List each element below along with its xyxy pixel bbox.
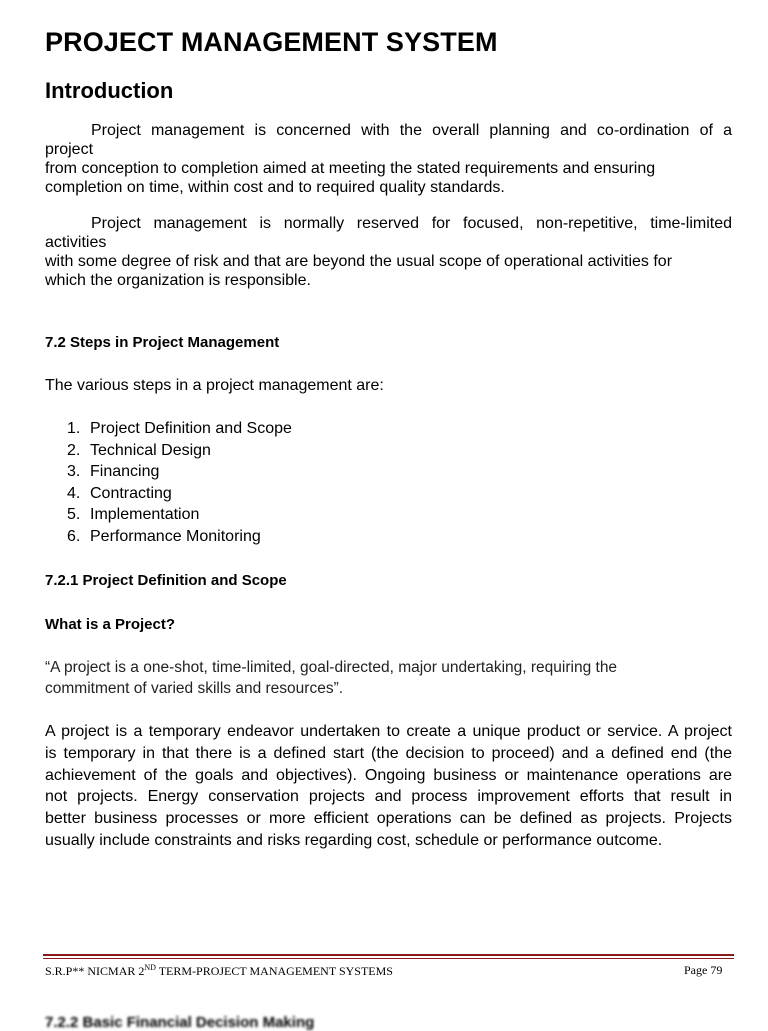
footer-rule-thin [43, 958, 734, 959]
paragraph-line: A project is a temporary endeavor undertaken to create a unique product or service. A project [45, 723, 732, 740]
paragraph-line: project [45, 141, 94, 158]
paragraph-line: which the organization is responsible. [45, 272, 311, 289]
paragraph-line: not projects. Energy conservation projects and process improvement efforts that result in [45, 788, 732, 806]
paragraph-line: achievement of the goals and objectives). Ongoing business or maintenance operations are [45, 766, 732, 784]
paragraph-line: activities [45, 234, 107, 251]
list-item [67, 440, 292, 462]
project-definition-paragraph [45, 721, 732, 852]
project-quote [45, 657, 617, 699]
list-number: 6. [67, 527, 81, 545]
intro-paragraph-2 [45, 214, 732, 290]
next-page-heading-cutoff: 7.2.2 Basic Financial Decision Making [45, 1014, 315, 1031]
list-item-label: Implementation [90, 506, 200, 524]
list-number: 3. [67, 463, 81, 481]
paragraph-line: with some degree of risk and that are beyond the usual scope of operational activities for [45, 253, 673, 270]
list-item [67, 504, 292, 526]
footer-suffix: TERM-PROJECT MANAGEMENT SYSTEMS [155, 964, 393, 978]
footer-rule-thick [43, 954, 734, 956]
footer-superscript: ND [144, 963, 156, 972]
paragraph-line: Project management is normally reserved for focused, non-repetitive, time-limited [91, 215, 732, 232]
paragraph-line: completion on time, within cost and to required quality standards. [45, 179, 505, 196]
list-item-label: Contracting [90, 484, 172, 502]
section-heading-introduction: Introduction [45, 78, 174, 103]
intro-paragraph-1 [45, 121, 732, 197]
paragraph-line: usually include constraints and risks regarding cost, schedule or performance outcome. [45, 831, 663, 849]
list-item [67, 418, 292, 440]
list-number: 2. [67, 441, 81, 459]
paragraph-line: better business processes or more efficient operations can be defined as projects. Projects [45, 810, 732, 828]
list-number: 5. [67, 506, 81, 524]
list-item [67, 526, 292, 548]
question-heading: What is a Project? [45, 616, 176, 633]
paragraph-line: Project management is concerned with the overall planning and co-ordination of a [91, 122, 732, 139]
list-item [67, 483, 292, 505]
footer-page-number: Page 79 [684, 963, 723, 977]
list-item [67, 461, 292, 483]
footer-prefix: S.R.P** NICMAR 2 [45, 964, 145, 978]
list-item-label: Financing [90, 463, 160, 481]
list-item-label: Performance Monitoring [90, 527, 261, 545]
paragraph-line: from conception to completion aimed at meeting the stated requirements and ensuring [45, 160, 656, 177]
footer-course-label [45, 963, 393, 979]
list-item-label: Project Definition and Scope [90, 420, 292, 437]
quote-line: commitment of varied skills and resources”. [45, 680, 344, 697]
steps-list [67, 418, 292, 548]
subsection-heading: 7.2.1 Project Definition and Scope [45, 572, 287, 589]
quote-line: “A project is a one-shot, time-limited, goal-directed, major undertaking, requiring the [45, 659, 618, 676]
list-item-label: Technical Design [90, 441, 211, 459]
paragraph-line: is temporary in that there is a defined start (the decision to proceed) and a defined end (the [45, 744, 732, 762]
document-title: PROJECT MANAGEMENT SYSTEM [45, 27, 498, 57]
steps-intro: The various steps in a project management are: [45, 377, 384, 394]
list-number: 1. [67, 420, 81, 437]
steps-heading: 7.2 Steps in Project Management [45, 334, 280, 351]
list-number: 4. [67, 484, 81, 502]
